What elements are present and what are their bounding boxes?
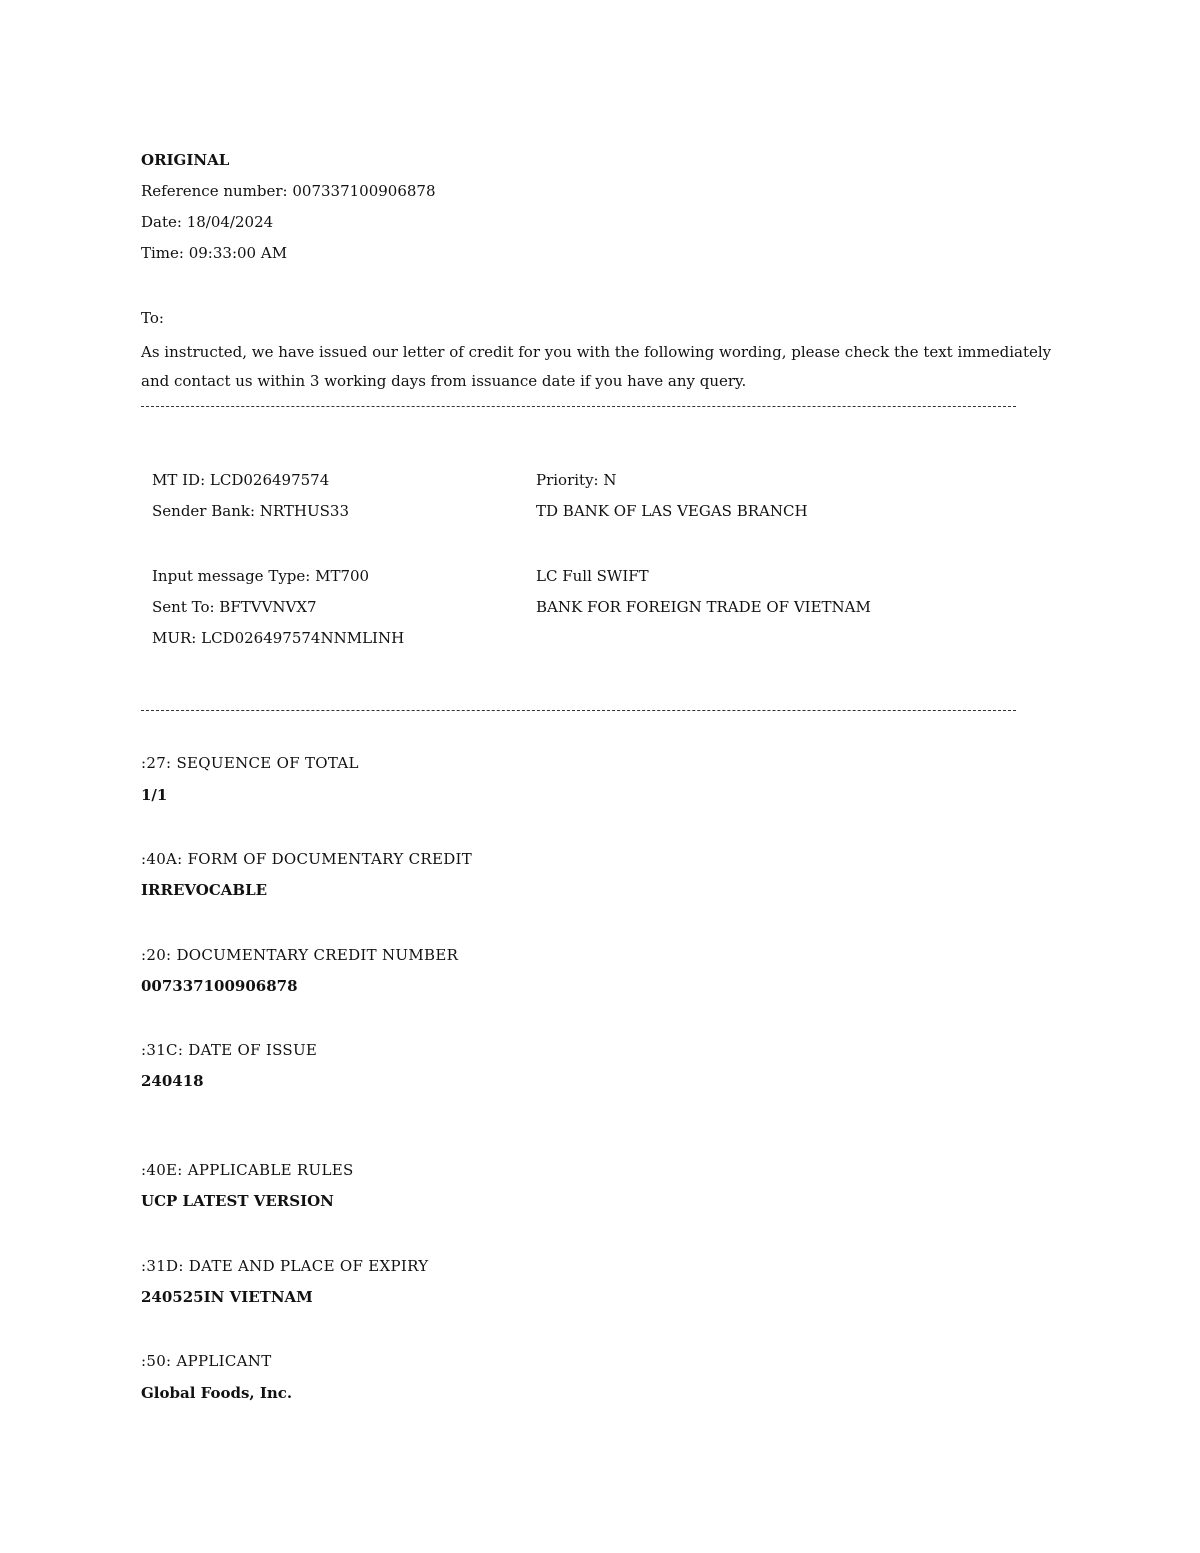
issue-time: Time: 09:33:00 AM bbox=[141, 244, 288, 262]
mt-id: MT ID: LCD026497574 bbox=[152, 471, 330, 489]
divider-bottom bbox=[141, 710, 1016, 711]
field-value: Global Foods, Inc. bbox=[141, 1384, 293, 1402]
field-label: :40A: FORM OF DOCUMENTARY CREDIT bbox=[141, 850, 473, 868]
sent-to: Sent To: BFTVVNVX7 bbox=[152, 598, 317, 616]
reference-number: Reference number: 007337100906878 bbox=[141, 182, 436, 200]
sent-to-name: BANK FOR FOREIGN TRADE OF VIETNAM bbox=[536, 598, 871, 616]
field-label: :31D: DATE AND PLACE OF EXPIRY bbox=[141, 1257, 429, 1275]
input-message-type: Input message Type: MT700 bbox=[152, 567, 370, 585]
document-status: ORIGINAL bbox=[141, 151, 230, 169]
priority: Priority: N bbox=[536, 471, 617, 489]
sender-bank-name: TD BANK OF LAS VEGAS BRANCH bbox=[536, 502, 808, 520]
field-label: :31C: DATE OF ISSUE bbox=[141, 1041, 318, 1059]
field-label: :20: DOCUMENTARY CREDIT NUMBER bbox=[141, 946, 459, 964]
field-value: 240525IN VIETNAM bbox=[141, 1288, 313, 1306]
to-label: To: bbox=[141, 309, 164, 327]
mur: MUR: LCD026497574NNMLINH bbox=[152, 629, 405, 647]
lc-type: LC Full SWIFT bbox=[536, 567, 649, 585]
field-value: 1/1 bbox=[141, 786, 168, 804]
field-value: 007337100906878 bbox=[141, 977, 298, 995]
field-label: :27: SEQUENCE OF TOTAL bbox=[141, 754, 359, 772]
issue-date: Date: 18/04/2024 bbox=[141, 213, 274, 231]
field-value: UCP LATEST VERSION bbox=[141, 1192, 334, 1210]
field-label: :40E: APPLICABLE RULES bbox=[141, 1161, 354, 1179]
divider-top bbox=[141, 406, 1016, 407]
field-label: :50: APPLICANT bbox=[141, 1352, 272, 1370]
intro-paragraph: As instructed, we have issued our letter of credit for you with the following wording, please check the text immediately and contact us within 3 working days from issuance date if you have any query. bbox=[141, 343, 1052, 390]
field-value: 240418 bbox=[141, 1072, 204, 1090]
sender-bank: Sender Bank: NRTHUS33 bbox=[152, 502, 350, 520]
field-value: IRREVOCABLE bbox=[141, 881, 268, 899]
